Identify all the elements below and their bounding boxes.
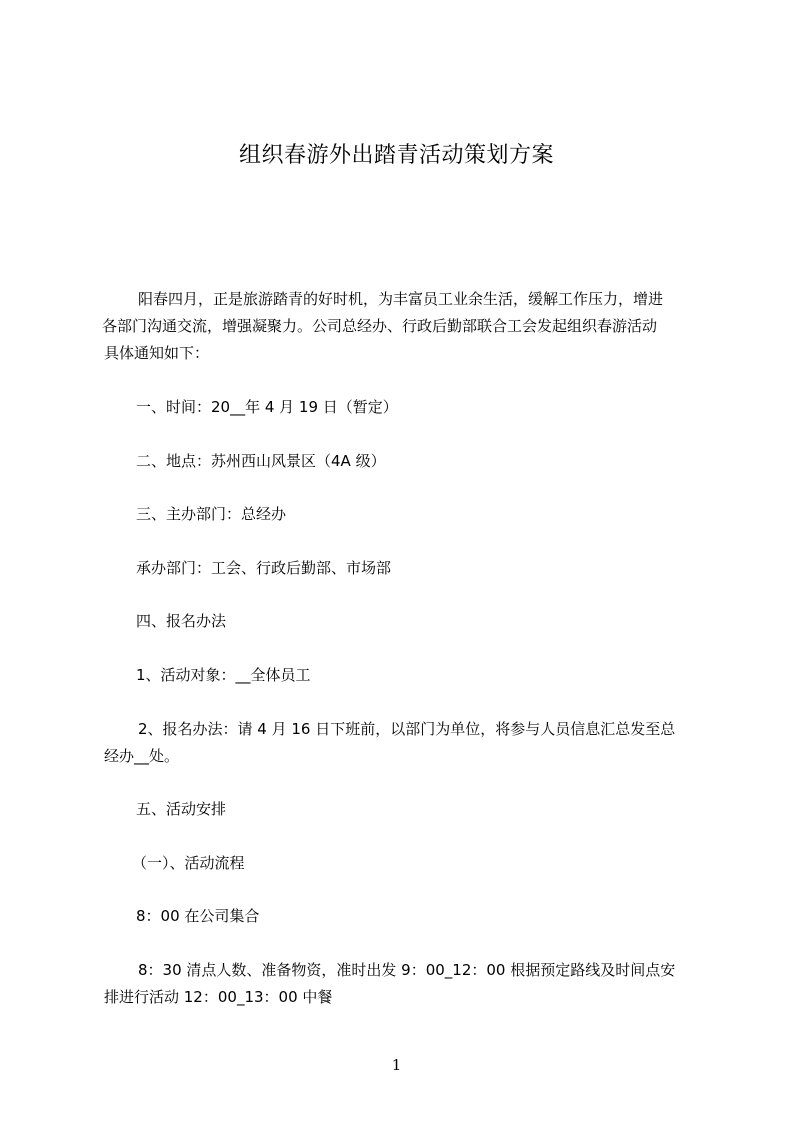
section-host: 三、主办部门：总经办 bbox=[136, 505, 287, 523]
intro-line-1: 阳春四月，正是旅游踏青的好时机，为丰富员工业余生活，缓解工作压力，增进 bbox=[138, 290, 664, 308]
process-item-2-line-1: 8：30 清点人数、准备物资，准时出发 9：00_12：00 根据预定路线及时间点安 bbox=[138, 961, 676, 979]
section-organizer: 承办部门：工会、行政后勤部、市场部 bbox=[136, 559, 392, 577]
intro-line-3: 具体通知如下： bbox=[104, 344, 210, 362]
section-signup-heading: 四、报名办法 bbox=[136, 612, 227, 630]
intro-paragraph bbox=[104, 286, 704, 367]
section-place: 二、地点：苏州西山风景区（4A 级） bbox=[136, 452, 386, 470]
signup-item-2-line-2: 经办__处。 bbox=[104, 747, 180, 765]
process-item-2-line-2: 排进行活动 12：00_13：00 中餐 bbox=[104, 988, 333, 1006]
intro-line-2: 各部门沟通交流，增强凝聚力。公司总经办、行政后勤部联合工会发起组织春游活动 bbox=[102, 317, 658, 335]
signup-item-2-line-1: 2、报名办法：请 4 月 16 日下班前，以部门为单位，将参与人员信息汇总发至总 bbox=[138, 720, 676, 738]
section-signup-item-2 bbox=[104, 716, 704, 770]
section-signup-item-1: 1、活动对象：__全体员工 bbox=[136, 666, 311, 684]
section-process-item-2 bbox=[104, 957, 704, 1011]
section-process-item-1: 8：00 在公司集合 bbox=[136, 907, 260, 925]
section-arrangement-heading: 五、活动安排 bbox=[136, 800, 227, 818]
section-process-heading: （一）、活动流程 bbox=[132, 854, 245, 872]
section-time: 一、时间：20__年 4 月 19 日（暂定） bbox=[136, 398, 398, 416]
page-number: 1 bbox=[391, 1056, 402, 1074]
document-title: 组织春游外出踏青活动策划方案 bbox=[238, 143, 554, 168]
